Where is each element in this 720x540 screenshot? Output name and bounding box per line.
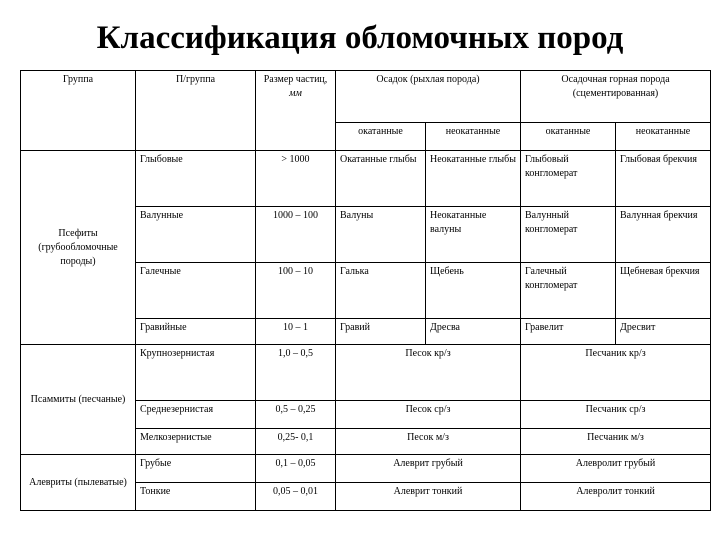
- row-sediment-rounded: Галька: [336, 263, 426, 319]
- header-size-unit: мм: [289, 88, 302, 99]
- row-sediment: Песок ср/з: [336, 401, 521, 429]
- row-rock-unrounded: Глыбовая брекчия: [616, 151, 711, 207]
- row-rock-rounded: Валунный конгломерат: [521, 207, 616, 263]
- row-rock-rounded: Глыбовый конгломерат: [521, 151, 616, 207]
- row-subgroup: Галечные: [136, 263, 256, 319]
- row-rock-unrounded: Щебневая брекчия: [616, 263, 711, 319]
- row-size: 100 – 10: [256, 263, 336, 319]
- header-rock-rounded: окатанные: [521, 123, 616, 151]
- row-sediment-unrounded: Щебень: [426, 263, 521, 319]
- row-size: > 1000: [256, 151, 336, 207]
- row-sediment: Песок м/з: [336, 429, 521, 455]
- header-size-text: Размер частиц,: [263, 74, 328, 85]
- row-subgroup: Среднезернистая: [136, 401, 256, 429]
- row-size: 0,5 – 0,25: [256, 401, 336, 429]
- row-subgroup: Глыбовые: [136, 151, 256, 207]
- row-size: 0,05 – 0,01: [256, 483, 336, 511]
- row-rock-rounded: Гравелит: [521, 319, 616, 345]
- header-size: [256, 71, 336, 151]
- row-rock: Песчаник кр/з: [521, 345, 711, 401]
- row-rock: Песчаник м/з: [521, 429, 711, 455]
- row-sediment-rounded: Гравий: [336, 319, 426, 345]
- row-size: 0,25- 0,1: [256, 429, 336, 455]
- row-subgroup: Крупнозернистая: [136, 345, 256, 401]
- table-row: [21, 345, 711, 401]
- header-sediment: Осадок (рыхлая порода): [336, 71, 521, 123]
- table-row: [21, 151, 711, 207]
- header-rock-unrounded: неокатанные: [616, 123, 711, 151]
- row-subgroup: Мелкозернистые: [136, 429, 256, 455]
- row-rock-unrounded: Валунная брекчия: [616, 207, 711, 263]
- header-rock: Осадочная горная порода (сцементированная): [521, 71, 711, 123]
- page-title: Классификация обломочных пород: [96, 20, 624, 56]
- row-size: 10 – 1: [256, 319, 336, 345]
- group-aleurites: Алевриты (пылеватые): [21, 455, 136, 511]
- row-subgroup: Гравийные: [136, 319, 256, 345]
- group-psammites: Псаммиты (песчаные): [21, 345, 136, 455]
- row-size: 1000 – 100: [256, 207, 336, 263]
- row-rock: Алевролит грубый: [521, 455, 711, 483]
- row-sediment-unrounded: Дресва: [426, 319, 521, 345]
- row-subgroup: Грубые: [136, 455, 256, 483]
- row-sediment-unrounded: Неокатанные валуны: [426, 207, 521, 263]
- row-rock: Алевролит тонкий: [521, 483, 711, 511]
- header-sediment-unrounded: неокатанные: [426, 123, 521, 151]
- row-subgroup: Валунные: [136, 207, 256, 263]
- row-size: 1,0 – 0,5: [256, 345, 336, 401]
- row-rock: Песчаник ср/з: [521, 401, 711, 429]
- header-row: [21, 71, 711, 123]
- row-sediment: Алеврит тонкий: [336, 483, 521, 511]
- row-sediment-rounded: Валуны: [336, 207, 426, 263]
- classification-table: [20, 70, 711, 511]
- header-group: Группа: [21, 71, 136, 151]
- row-sediment: Алеврит грубый: [336, 455, 521, 483]
- row-rock-unrounded: Дресвит: [616, 319, 711, 345]
- row-size: 0,1 – 0,05: [256, 455, 336, 483]
- header-sediment-rounded: окатанные: [336, 123, 426, 151]
- group-psephites: Псефиты (грубообломочные породы): [21, 151, 136, 345]
- header-subgroup: П/группа: [136, 71, 256, 151]
- table-row: [21, 455, 711, 483]
- row-sediment: Песок кр/з: [336, 345, 521, 401]
- row-rock-rounded: Галечный конгломерат: [521, 263, 616, 319]
- row-subgroup: Тонкие: [136, 483, 256, 511]
- row-sediment-rounded: Окатанные глыбы: [336, 151, 426, 207]
- row-sediment-unrounded: Неокатанные глыбы: [426, 151, 521, 207]
